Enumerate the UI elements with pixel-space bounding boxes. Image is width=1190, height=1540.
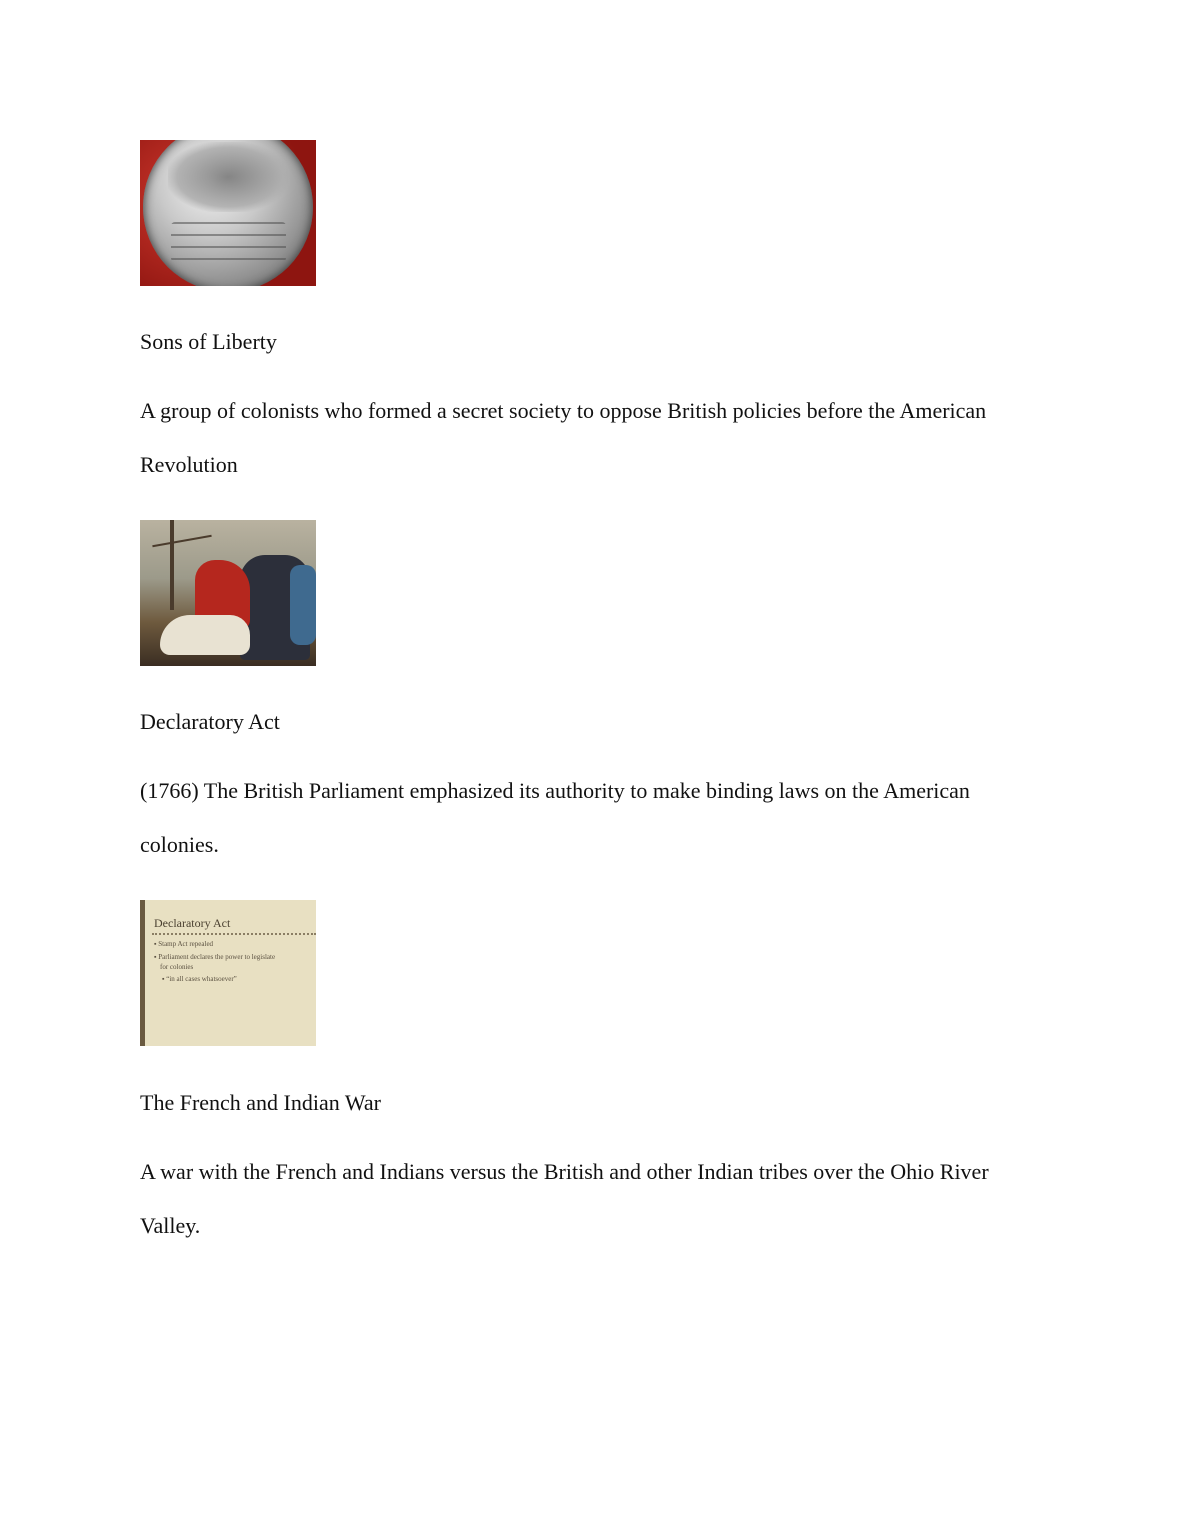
declaratory-act-slide-image — [140, 900, 316, 1046]
sons-of-liberty-medal-image — [140, 140, 316, 286]
definition-text: colonies. — [140, 832, 219, 857]
definition-text: A group of colonists who formed a secret society to oppose British policies before the American — [140, 398, 987, 423]
slide-border — [140, 900, 145, 1046]
slide-title: Declaratory Act — [154, 916, 231, 930]
definition-text: Revolution — [140, 452, 238, 477]
term-heading: The French and Indian War — [140, 1090, 381, 1115]
definition-text: (1766) The British Parliament emphasized its authority to make binding laws on the American — [140, 778, 970, 803]
slide-bullet: ▪ “in all cases whatsoever” — [162, 975, 237, 983]
slide-bullet: ▪ Stamp Act repealed — [154, 940, 214, 948]
ship-mast — [170, 520, 174, 610]
term-heading: Declaratory Act — [140, 709, 280, 734]
declaratory-act-painting-image — [140, 520, 316, 666]
slide-bullet: for colonies — [160, 963, 194, 971]
painting-figure — [290, 565, 316, 645]
definition-text: Valley. — [140, 1213, 201, 1238]
term-heading: Sons of Liberty — [140, 329, 277, 354]
slide-bullet: ▪ Parliament declares the power to legislate — [154, 953, 276, 961]
medal — [143, 140, 313, 286]
slide-divider — [152, 933, 316, 935]
medal-lettering — [171, 222, 286, 262]
painting-figure — [160, 615, 250, 655]
definition-text: A war with the French and Indians versus the British and other Indian tribes over the Ohio River — [140, 1159, 989, 1184]
medal-relief — [168, 142, 288, 212]
ship-rigging — [152, 535, 211, 547]
